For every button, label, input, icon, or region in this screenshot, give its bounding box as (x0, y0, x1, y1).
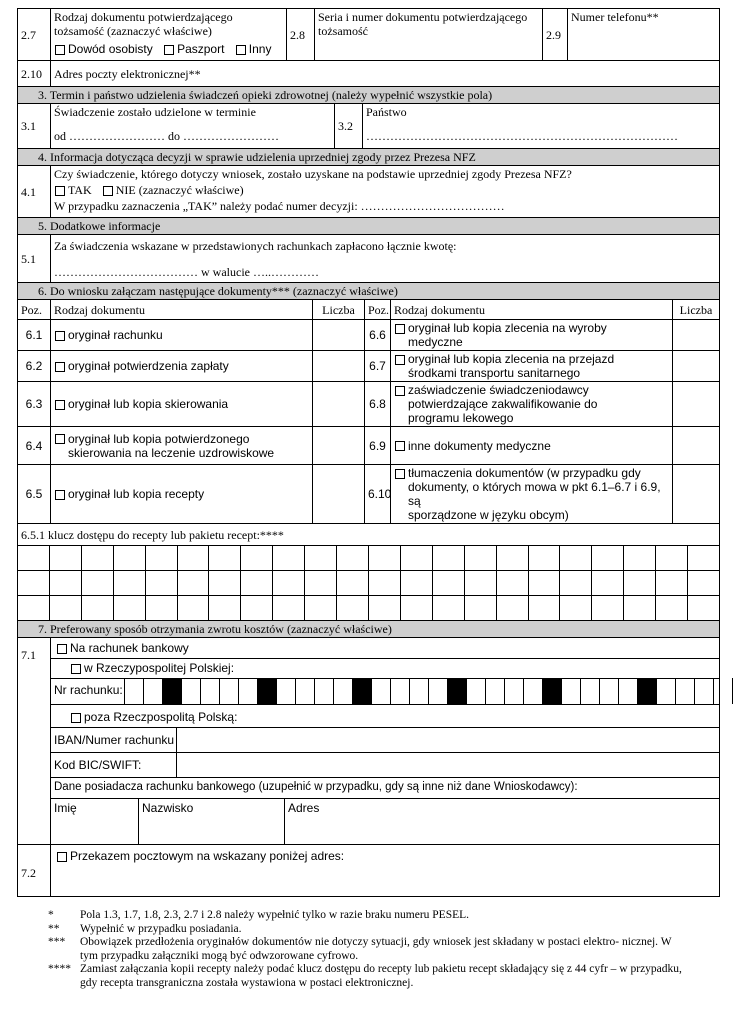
field-number: 2.9 (543, 9, 568, 61)
checkbox[interactable] (55, 490, 65, 500)
doc-label-cont: środkami transportu sanitarnego (408, 366, 581, 380)
key-digit-cell[interactable] (528, 571, 560, 596)
key-digit-cell[interactable] (81, 546, 113, 571)
checkbox[interactable] (55, 434, 65, 444)
footnote-text: Pola 1.3, 1.7, 1.8, 2.3, 2.7 i 2.8 należy wypełnić tylko w razie braku numeru PESEL. (80, 909, 470, 921)
key-digit-cell[interactable] (464, 571, 496, 596)
key-digit-cell[interactable] (432, 596, 464, 621)
doc-item[interactable] (391, 320, 673, 351)
checkbox[interactable] (395, 355, 405, 365)
section-4-table (17, 148, 720, 218)
key-digit-cell[interactable] (496, 571, 528, 596)
key-digit-cell[interactable] (496, 596, 528, 621)
key-digit-cell[interactable] (592, 546, 624, 571)
prescription-key-grid (17, 545, 720, 621)
country-field[interactable] (363, 104, 720, 149)
key-digit-cell[interactable] (432, 546, 464, 571)
key-digit-cell[interactable] (624, 571, 656, 596)
item-number: 6.1 (18, 320, 51, 351)
prescription-key-label: 6.5.1 klucz dostępu do recepty lub pakietu recept:**** (18, 524, 720, 546)
key-digit-cell[interactable] (209, 596, 241, 621)
key-digit-cell[interactable] (145, 571, 177, 596)
key-digit-cell[interactable] (528, 546, 560, 571)
item-number: 6.8 (365, 382, 391, 427)
divider (138, 798, 139, 844)
amount-line: ……………………………… w walucie …..………… (54, 265, 319, 279)
field-number: 2.7 (18, 9, 51, 61)
doc-type-field (51, 9, 287, 61)
checkbox[interactable] (57, 852, 67, 862)
count-field[interactable] (673, 351, 720, 382)
first-name-field[interactable] (54, 801, 77, 815)
key-digit-cell[interactable] (656, 596, 688, 621)
key-digit-cell[interactable] (624, 546, 656, 571)
field-number: 3.2 (335, 104, 363, 149)
key-digit-cell[interactable] (49, 596, 81, 621)
doc-label-cont: sporządzone w języku obcym) (408, 508, 569, 522)
footnotes (48, 909, 688, 990)
count-field[interactable] (313, 320, 365, 351)
key-digit-cell[interactable] (592, 571, 624, 596)
key-digit-cell[interactable] (49, 571, 81, 596)
country-line: …………………………………………………………………… (366, 129, 678, 143)
key-digit-cell[interactable] (656, 546, 688, 571)
doc-label-cont: skierowania na leczenie uzdrowiskowe (68, 445, 275, 460)
decision-number-line: W przypadku zaznaczenia „TAK” należy podać numer decyzji: ……………………………… (54, 199, 505, 213)
divider (51, 844, 719, 845)
doc-item[interactable] (51, 351, 313, 382)
amount-field[interactable] (51, 235, 720, 283)
item-number: 6.5 (18, 465, 51, 524)
doc-label: zaświadczenie świadczeniodawcy (408, 383, 589, 397)
key-digit-cell[interactable] (241, 596, 273, 621)
key-digit-cell[interactable] (177, 596, 209, 621)
checkbox-dowod[interactable] (55, 45, 65, 55)
key-digit-cell[interactable] (177, 546, 209, 571)
address-label: Adres (288, 801, 320, 815)
key-digit-cell[interactable] (528, 596, 560, 621)
key-digit-cell[interactable] (464, 596, 496, 621)
footnote (48, 936, 688, 963)
count-field[interactable] (673, 382, 720, 427)
key-digit-cell[interactable] (432, 571, 464, 596)
key-digit-cell[interactable] (337, 546, 369, 571)
checkbox[interactable] (71, 713, 81, 723)
key-digit-cell[interactable] (49, 546, 81, 571)
bic-label: Kod BIC/SWIFT: (54, 758, 142, 772)
table-row (18, 427, 720, 465)
key-digit-cell[interactable] (18, 546, 50, 571)
doc-label: oryginał lub kopia zlecenia na przejazd (408, 352, 615, 366)
field-number: 5.1 (18, 235, 51, 283)
doc-label: oryginał lub kopia potwierdzonego (68, 431, 250, 446)
count-field[interactable] (313, 351, 365, 382)
table-row (18, 465, 720, 524)
last-name-label: Nazwisko (142, 801, 194, 815)
footnote-mark: ** (48, 922, 60, 935)
key-digit-cell[interactable] (560, 596, 592, 621)
doc-label: oryginał rachunku (68, 328, 163, 342)
section-2-table (17, 8, 720, 87)
doc-label: tłumaczenia dokumentów (w przypadku gdy (408, 466, 641, 480)
outside-pl-label: poza Rzeczpospolitą Polską: (84, 710, 238, 724)
doc-label: oryginał lub kopia skierowania (68, 397, 229, 411)
key-digit-cell[interactable] (624, 596, 656, 621)
divider (51, 798, 719, 799)
footnote (48, 909, 688, 923)
footnote-mark: *** (48, 936, 66, 948)
email-label: Adres poczty elektronicznej** (54, 66, 201, 81)
table-row (18, 320, 720, 351)
checkbox[interactable] (395, 386, 405, 396)
divider (51, 777, 719, 778)
key-digit-cell[interactable] (113, 546, 145, 571)
field-number: 2.8 (287, 9, 315, 61)
key-digit-cell[interactable] (337, 596, 369, 621)
number-column (18, 638, 51, 896)
item-number: 6.7 (365, 351, 391, 382)
doc-label: oryginał potwierdzenia zapłaty (68, 359, 229, 373)
key-row (18, 596, 720, 621)
doc-item[interactable] (51, 320, 313, 351)
section-6-header: 6. Do wniosku załączam następujące dokumenty*** (zaznaczyć właściwe) (18, 283, 720, 300)
key-digit-cell[interactable] (209, 571, 241, 596)
key-digit-cell[interactable] (113, 571, 145, 596)
key-digit-cell[interactable] (273, 571, 305, 596)
col-header-poz: Poz. (18, 300, 51, 320)
count-field[interactable] (313, 465, 365, 524)
phone-label: Numer telefonu** (571, 10, 659, 24)
key-digit-cell[interactable] (592, 596, 624, 621)
key-digit-cell[interactable] (400, 546, 432, 571)
doc-item[interactable] (391, 351, 673, 382)
item-number: 6.2 (18, 351, 51, 382)
series-label: Seria i numer dokumentu potwierdzającego tożsamość (318, 10, 528, 38)
key-digit-cell[interactable] (209, 546, 241, 571)
checkbox[interactable] (57, 644, 67, 654)
divider (18, 844, 51, 845)
key-digit-cell[interactable] (656, 571, 688, 596)
doc-item[interactable] (51, 382, 313, 427)
checkbox-paszport[interactable] (164, 45, 174, 55)
section-5-header: 5. Dodatkowe informacje (18, 218, 720, 235)
key-digit-cell[interactable] (368, 546, 400, 571)
section-3-table (17, 86, 720, 149)
item-number: 6.3 (18, 382, 51, 427)
footnote-text: Zamiast załączania kopii recepty należy podać klucz dostępu do recepty lub pakietu recept składający się z 44 cyfr – w przypadku, gdy recepta transgraniczna została wystawiona w postaci elektronicznej. (80, 963, 682, 989)
iban-label: IBAN/Numer rachunku (54, 733, 175, 747)
count-field[interactable] (673, 427, 720, 465)
key-digit-cell[interactable] (496, 546, 528, 571)
key-digit-cell[interactable] (560, 571, 592, 596)
amount-text: Za świadczenia wskazane w przedstawionych rachunkach zapłacono łącznie kwotę: (54, 239, 457, 253)
key-digit-cell[interactable] (177, 571, 209, 596)
last-name-field[interactable] (142, 801, 193, 815)
count-field[interactable] (673, 320, 720, 351)
address-field[interactable] (288, 801, 319, 815)
doc-label-cont: potwierdzające zakwalifikowanie do (408, 397, 598, 411)
series-field[interactable] (315, 9, 543, 61)
key-row (18, 546, 720, 571)
opt-tak-label: TAK (68, 183, 92, 197)
key-digit-cell[interactable] (81, 571, 113, 596)
col-header-rodzaj: Rodzaj dokumentu (391, 300, 673, 320)
section-7-header-table (17, 620, 720, 638)
section-4-header: 4. Informacja dotycząca decyzji w sprawie udzielenia uprzedniej zgody przez Prezesa NFZ (18, 149, 720, 166)
opt-dowod-label: Dowód osobisty (68, 42, 153, 56)
field-number: 7.2 (21, 866, 36, 880)
option-postal[interactable] (56, 849, 344, 863)
checkbox[interactable] (55, 400, 65, 410)
checkbox-tak[interactable] (55, 186, 65, 196)
section-5-table (17, 217, 720, 283)
section-7-header: 7. Preferowany sposób otrzymania zwrotu kosztów (zaznaczyć właściwe) (18, 621, 720, 638)
section-7-body (17, 637, 720, 897)
checkbox[interactable] (55, 331, 65, 341)
key-row (18, 571, 720, 596)
footnote (48, 923, 688, 937)
doc-label-cont: programu lekowego (408, 411, 514, 425)
key-digit-cell[interactable] (241, 546, 273, 571)
footnote-mark: * (48, 909, 54, 921)
key-digit-cell[interactable] (273, 546, 305, 571)
count-field[interactable] (313, 427, 365, 465)
account-number-boxes[interactable] (124, 678, 734, 704)
account-number-label: Nr rachunku: (54, 683, 123, 697)
col-header-poz: Poz. (365, 300, 391, 320)
option-outside-pl[interactable] (70, 710, 237, 724)
footnote-text: Obowiązek przedłożenia oryginałów dokumentów nie dotyczy sytuacji, gdy wniosek jest składany w postaci elektro- nicznej. W tym przypadku załączniki mogą być odwzorowane cyfrowo. (80, 936, 672, 962)
bank-label: Na rachunek bankowy (70, 641, 189, 655)
footnote-mark: **** (48, 963, 71, 975)
key-digit-cell[interactable] (688, 571, 720, 596)
section-3-header: 3. Termin i państwo udzielenia świadczeń opieki zdrowotnej (należy wypełnić wszystkie pola) (18, 87, 720, 104)
item-number: 6.6 (365, 320, 391, 351)
iban-input[interactable] (177, 728, 719, 752)
checkbox[interactable] (71, 664, 81, 674)
first-name-label: Imię (54, 801, 77, 815)
footnote-text: Wypełnić w przypadku posiadania. (80, 922, 242, 935)
field-number: 4.1 (18, 166, 51, 218)
checkbox-inny[interactable] (236, 45, 246, 55)
checkbox[interactable] (395, 469, 405, 479)
term-line: od …………………… do …………………… (54, 129, 279, 143)
field-number: 2.10 (18, 61, 51, 87)
footnote (48, 963, 688, 990)
count-field[interactable] (673, 465, 720, 524)
holder-label: Dane posiadacza rachunku bankowego (uzupełnić w przypadku, gdy są inne niż dane Wnioskodawcy): (54, 781, 578, 793)
email-field[interactable] (51, 61, 720, 87)
doc-item[interactable] (391, 382, 673, 427)
key-digit-cell[interactable] (688, 596, 720, 621)
key-digit-cell[interactable] (337, 571, 369, 596)
term-label: Świadczenie zostało udzielone w terminie (54, 105, 256, 119)
doc-label: inne dokumenty medyczne (408, 438, 551, 453)
divider (284, 798, 285, 844)
doc-label-cont: medyczne (408, 335, 463, 349)
doc-item[interactable] (391, 465, 673, 524)
doc-type-label: Rodzaj dokumentu potwierdzającego tożsamość (zaznaczyć właściwe) (54, 10, 233, 38)
section-6-table (17, 282, 720, 546)
doc-label: oryginał lub kopia zlecenia na wyroby (408, 321, 607, 335)
item-number: 6.4 (18, 427, 51, 465)
col-header-liczba: Liczba (313, 300, 365, 320)
key-digit-cell[interactable] (273, 596, 305, 621)
term-field[interactable] (51, 104, 335, 149)
option-in-pl[interactable] (70, 661, 234, 675)
key-digit-cell[interactable] (400, 596, 432, 621)
doc-label: oryginał lub kopia recepty (68, 487, 205, 501)
key-digit-cell[interactable] (368, 596, 400, 621)
option-bank[interactable] (56, 641, 189, 655)
key-digit-cell[interactable] (113, 596, 145, 621)
doc-item[interactable] (51, 465, 313, 524)
field-number: 3.1 (18, 104, 51, 149)
item-number: 6.9 (365, 427, 391, 465)
doc-label-cont: dokumenty, o których mowa w pkt 6.1–6.7 i 6.9, są (408, 480, 661, 508)
key-digit-cell[interactable] (305, 571, 337, 596)
table-row (18, 351, 720, 382)
key-digit-cell[interactable] (368, 571, 400, 596)
key-digit-cell[interactable] (145, 546, 177, 571)
doc-item[interactable] (391, 427, 673, 465)
decision-question: Czy świadczenie, którego dotyczy wniosek, zostało uzyskane na podstawie uprzedniej zgody Prezesa NFZ? (54, 167, 572, 181)
opt-paszport-label: Paszport (177, 42, 225, 56)
key-digit-cell[interactable] (145, 596, 177, 621)
key-digit-cell[interactable] (81, 596, 113, 621)
key-digit-cell[interactable] (18, 596, 50, 621)
col-header-liczba: Liczba (673, 300, 720, 320)
field-number: 7.1 (21, 648, 36, 662)
key-digit-cell[interactable] (305, 596, 337, 621)
phone-field[interactable] (568, 9, 720, 61)
bic-input[interactable] (177, 753, 719, 777)
key-digit-cell[interactable] (305, 546, 337, 571)
col-header-rodzaj: Rodzaj dokumentu (51, 300, 313, 320)
in-pl-label: w Rzeczypospolitej Polskiej: (84, 661, 235, 675)
postal-label: Przekazem pocztowym na wskazany poniżej adres: (70, 849, 345, 863)
count-field[interactable] (313, 382, 365, 427)
opt-nie-label: NIE (zaznaczyć właściwe) (115, 183, 244, 197)
doc-item[interactable] (51, 427, 313, 465)
key-digit-cell[interactable] (560, 546, 592, 571)
checkbox-nie[interactable] (103, 186, 113, 196)
divider (51, 658, 719, 659)
item-number: 6.10 (365, 465, 391, 524)
key-digit-cell[interactable] (688, 546, 720, 571)
key-digit-cell[interactable] (18, 571, 50, 596)
key-digit-cell[interactable] (400, 571, 432, 596)
checkbox[interactable] (395, 324, 405, 334)
divider (51, 704, 719, 705)
table-row (18, 382, 720, 427)
key-digit-cell[interactable] (241, 571, 273, 596)
decision-field (51, 166, 720, 218)
form (17, 8, 720, 897)
checkbox[interactable] (55, 362, 65, 372)
checkbox[interactable] (395, 441, 405, 451)
country-label: Państwo (366, 105, 407, 119)
opt-inny-label: Inny (248, 42, 272, 56)
key-digit-cell[interactable] (464, 546, 496, 571)
